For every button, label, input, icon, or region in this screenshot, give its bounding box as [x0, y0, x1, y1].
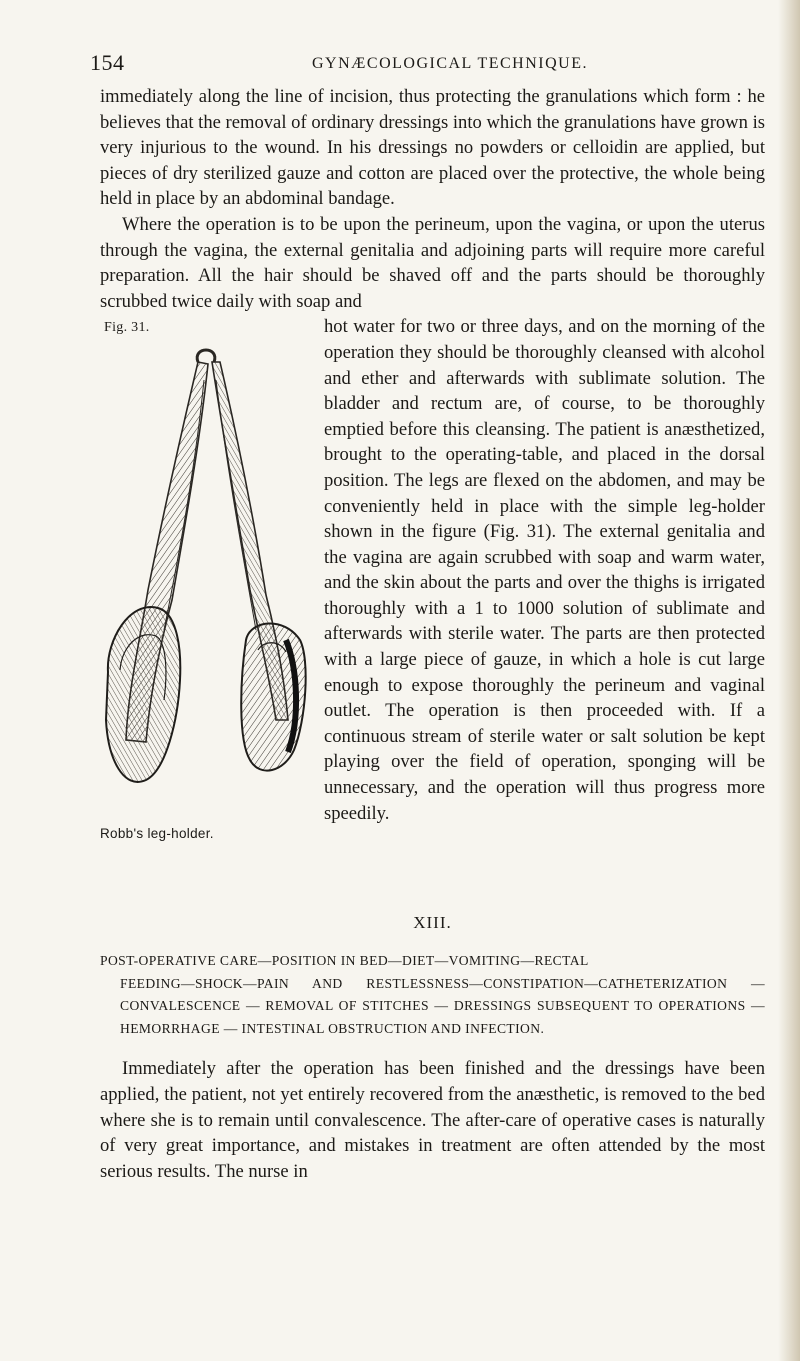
figure-label: Fig. 31. [104, 320, 150, 336]
section-number: XIII. [413, 913, 452, 933]
page-number: 154 [90, 50, 125, 75]
book-page [90, 50, 765, 1184]
figure-caption: Robb's leg-holder. [100, 826, 214, 842]
paragraph-continued: immediately along the line of incision, thus protecting the granulations which form : he believes that the removal of ordinary dressings into which the granulations have grown is very injurious to the wound. In his dressings no powders or celloidin are applied, but pieces of dry sterilized gauze and cotton are placed over the protective, the whole being held in place by an abdominal bandage. [100, 86, 765, 210]
paragraph-preparation-continued: hot water for two or three days, and on the morning of the operation they should be thoroughly cleansed with alcohol and ether and afterwards with sublimate solution. The bladder and rectum are, of course, to be thoroughly emptied before this cleansing. The patient is anæsthetized, brought to the operating-table, and placed in the dorsal position. The legs are flexed on the abdomen, and may be conveniently held in place with the simple leg-holder shown in the figure (Fig. 31). The external genitalia and the vagina are again scrubbed with soap and warm water, and the skin about the parts and over the thighs is irrigated thoroughly with a 1 to 1000 solution of sublimate and afterwards with sterile water. The parts are then protected with a large piece of gauze, in which a hole is cut large enough to expose thoroughly the perineum and vaginal outlet. The operation is then proceeded with. If a continuous stream of sterile water or salt solution be kept playing over the field of operation, sponging will be unnecessary, and the operation will thus progress more speedily. [324, 316, 765, 824]
page-edge-shadow [778, 0, 800, 1361]
running-head-title: GYNÆCOLOGICAL TECHNIQUE. [312, 55, 588, 72]
section-summary [100, 950, 765, 1040]
figure-31 [100, 314, 316, 866]
section-summary-rest: FEEDING—SHOCK—PAIN AND RESTLESSNESS—CONSTIPATION—CATHETERIZATION — CONVALESCENCE — REMOVAL OF STITCHES — DRESSINGS SUBSEQUENT TO OPERATIONS — HEMORRHAGE — INTESTINAL OBSTRUCTION AND INFECTION. [120, 975, 765, 1036]
paragraph-preparation-lead: Where the operation is to be upon the perineum, upon the vagina, or upon the uterus through the vagina, the external genitalia and adjoining parts will require more careful preparation. All the hair should be shaved off and the parts should be thoroughly scrubbed twice daily with soap and [100, 213, 765, 312]
paragraph-post-operative: Immediately after the operation has been finished and the dressings have been applied, the patient, not yet entirely recovered from the anæsthetic, is removed to the bed where she is to remain until convalescence. The after-care of operative cases is naturally of very great importance, and mistakes in treatment are often attended by the most serious results. The nurse in [100, 1058, 765, 1182]
leg-holder-illustration [100, 340, 310, 820]
running-head [90, 50, 765, 84]
section-summary-first-line: POST-OPERATIVE CARE—POSITION IN BED—DIET—VOMITING—RECTAL [100, 953, 589, 969]
